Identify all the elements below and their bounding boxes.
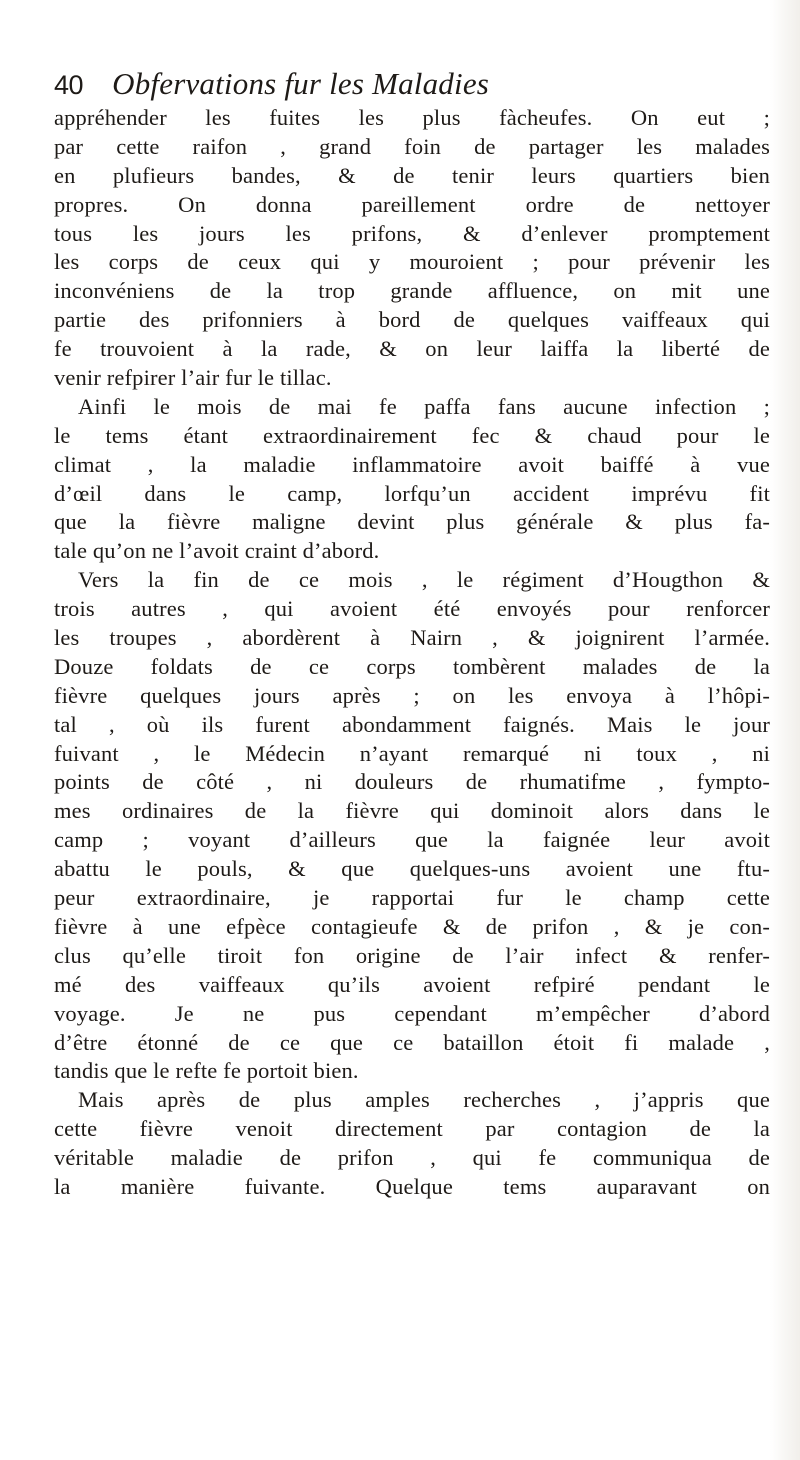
text-line: camp ; voyant d’ailleurs que la faignée leur avoit <box>54 827 770 853</box>
text-line: fe trouvoient à la rade, & on leur laiffa la liberté de <box>54 336 770 362</box>
text-line: climat , la maladie inflammatoire avoit baiffé à vue <box>54 451 770 477</box>
text-line: tous les jours les prifons, & d’enlever promptement <box>54 220 770 246</box>
text-line: appréhender les fuites les plus fàcheufes. On eut ; <box>54 105 770 130</box>
text-line: d’œil dans le camp, lorfqu’un accident imprévu fit <box>54 480 770 506</box>
text-line: mes ordinaires de la fièvre qui dominoit alors dans le <box>54 798 770 824</box>
text-line: propres. On donna pareillement ordre de nettoyer <box>54 191 770 217</box>
text-line: tandis que le refte fe portoit bien. <box>54 1058 359 1084</box>
text-line: mé des vaiffeaux qu’ils avoient refpiré pendant le <box>54 971 770 997</box>
text-line: Douze foldats de ce corps tombèrent malades de la <box>54 653 770 679</box>
page-number: 40 <box>54 70 84 100</box>
text-line: en plufieurs bandes, & de tenir leurs quartiers bien <box>54 162 770 188</box>
text-line: Vers la fin de ce mois , le régiment d’Hougthon & <box>78 567 770 593</box>
text-line: tale qu’on ne l’avoit craint d’abord. <box>54 538 380 564</box>
text-line: fièvre à une efpèce contagieufe & de prifon , & je con- <box>54 913 770 939</box>
text-line: abattu le pouls, & que quelques-uns avoient une ftu- <box>54 856 770 882</box>
text-line: fièvre quelques jours après ; on les envoya à l’hôpi- <box>54 682 770 708</box>
text-line: partie des prifonniers à bord de quelques vaiffeaux qui <box>54 307 770 333</box>
text-line: le tems étant extraordinairement fec & chaud pour le <box>54 422 770 448</box>
text-line: véritable maladie de prifon , qui fe communiqua de <box>54 1145 770 1171</box>
text-line: venir refpirer l’air fur le tillac. <box>54 365 332 391</box>
text-line: fuivant , le Médecin n’ayant remarqué ni toux , ni <box>54 740 770 766</box>
text-line: cette fièvre venoit directement par contagion de la <box>54 1116 770 1142</box>
text-line: tal , où ils furent abondamment faignés. Mais le jour <box>54 711 770 737</box>
text-line: que la fièvre maligne devint plus générale & plus fa- <box>54 509 770 535</box>
text-line: inconvéniens de la trop grande affluence, on mit une <box>54 278 770 304</box>
text-line: la manière fuivante. Quelque tems auparavant on <box>54 1173 770 1199</box>
text-line: Mais après de plus amples recherches , j’appris que <box>78 1087 770 1113</box>
running-title: Obfervations fur les Maladies <box>112 66 490 101</box>
text-line: trois autres , qui avoient été envoyés pour renforcer <box>54 596 770 622</box>
text-line: points de côté , ni douleurs de rhumatifme , fympto- <box>54 769 770 795</box>
page-header <box>54 66 774 106</box>
text-line: par cette raifon , grand foin de partager les malades <box>54 133 770 159</box>
text-line: voyage. Je ne pus cependant m’empêcher d’abord <box>54 1000 770 1026</box>
body-text <box>54 104 770 1202</box>
text-line: les troupes , abordèrent à Nairn , & joignirent l’armée. <box>54 625 770 651</box>
text-line: d’être étonné de ce que ce bataillon étoit fi malade , <box>54 1029 770 1055</box>
page-edge-shadow <box>770 0 800 1460</box>
text-line: peur extraordinaire, je rapportai fur le champ cette <box>54 885 770 911</box>
text-line: clus qu’elle tiroit fon origine de l’air infect & renfer- <box>54 942 770 968</box>
text-line: les corps de ceux qui y mouroient ; pour prévenir les <box>54 249 770 275</box>
text-line: Ainfi le mois de mai fe paffa fans aucune infection ; <box>78 393 770 419</box>
